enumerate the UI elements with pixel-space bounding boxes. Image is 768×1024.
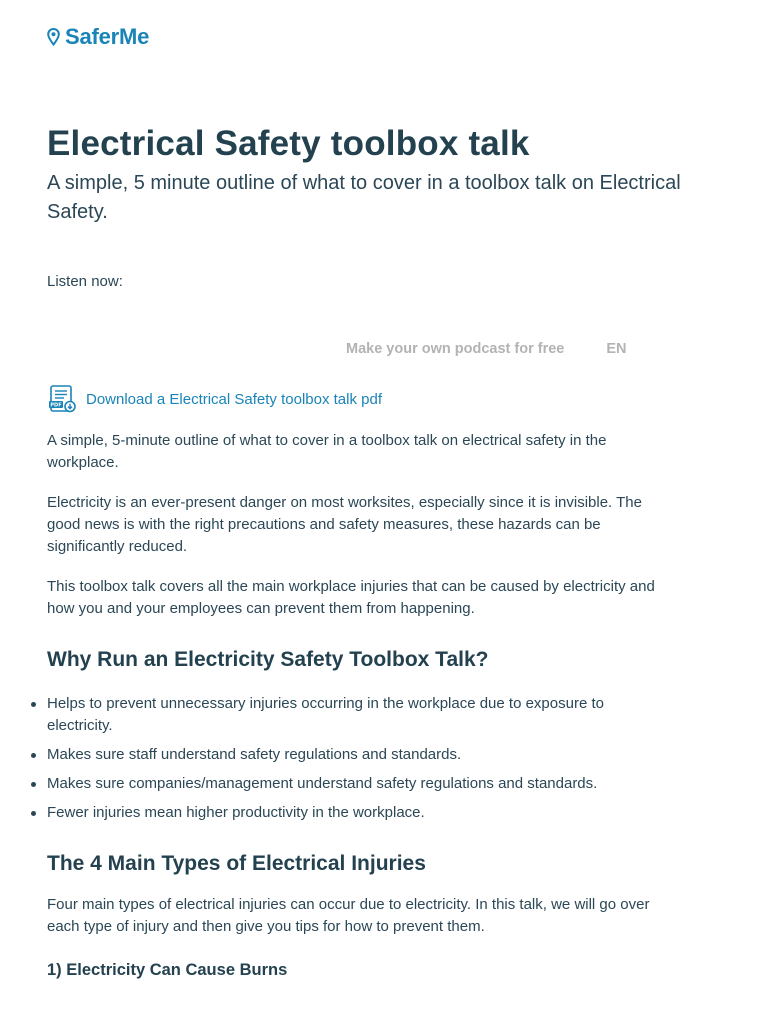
page-title: Electrical Safety toolbox talk (47, 124, 530, 163)
section-heading-types: The 4 Main Types of Electrical Injuries (47, 852, 426, 875)
list-item: Fewer injuries mean higher productivity in the workplace. (47, 802, 665, 824)
podcast-player-bar (346, 341, 627, 357)
section-heading-why: Why Run an Electricity Safety Toolbox Talk? (47, 648, 489, 671)
page-subtitle: A simple, 5 minute outline of what to cover in a toolbox talk on Electrical Safety. (47, 172, 681, 223)
svg-text:PDF: PDF (50, 402, 62, 409)
language-selector[interactable]: EN (606, 341, 627, 357)
brand-name: SaferMe (65, 24, 150, 49)
location-pin-icon (47, 28, 60, 46)
intro-paragraph: Electricity is an ever-present danger on most worksites, especially since it is invisible. The good news is with the right precautions and safety measures, these hazards can be significantly reduced. (47, 494, 642, 555)
pdf-document-icon (47, 384, 77, 414)
intro-paragraph: This toolbox talk covers all the main workplace injuries that can be caused by electricity and how you and your employees can prevent them from happening. (47, 578, 655, 617)
list-item: Helps to prevent unnecessary injuries occurring in the workplace due to exposure to electricity. (47, 693, 665, 737)
why-bullet-list (47, 693, 665, 831)
intro-paragraph: A simple, 5-minute outline of what to cover in a toolbox talk on electrical safety in the workplace. (47, 432, 607, 471)
list-item: Makes sure companies/management understand safety regulations and standards. (47, 773, 665, 795)
subheading-burns: 1) Electricity Can Cause Burns (47, 961, 288, 979)
list-item: Makes sure staff understand safety regulations and standards. (47, 744, 665, 766)
download-pdf-label: Download a Electrical Safety toolbox talk pdf (86, 390, 382, 408)
brand-logo[interactable] (47, 24, 149, 50)
make-podcast-link[interactable]: Make your own podcast for free (346, 341, 565, 357)
types-paragraph: Four main types of electrical injuries can occur due to electricity. In this talk, we will go over each type of injury and then give you tips for how to prevent them. (47, 896, 650, 935)
download-pdf-link[interactable] (47, 384, 382, 414)
listen-now-label: Listen now: (47, 273, 123, 290)
